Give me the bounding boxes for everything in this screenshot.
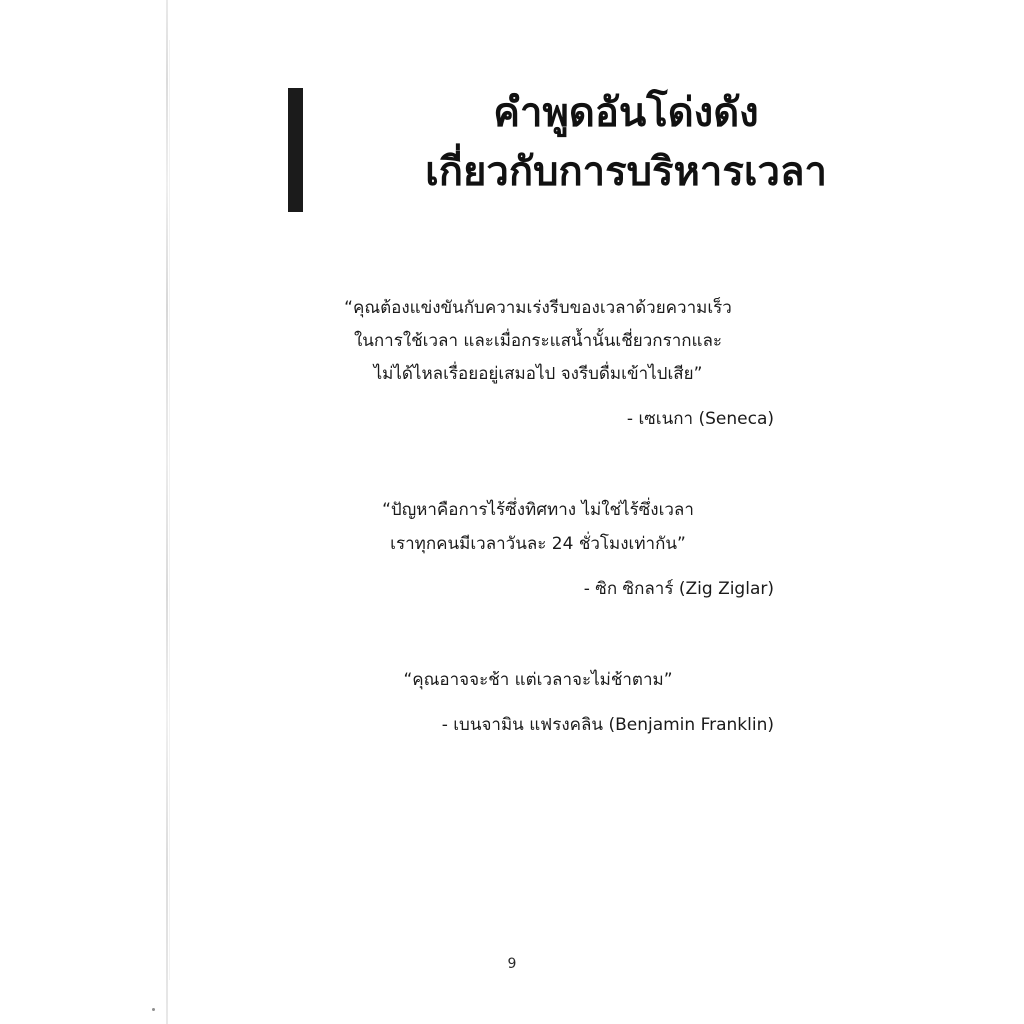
quote-item (288, 494, 788, 601)
quote-text (288, 292, 788, 391)
title-accent-bar (288, 88, 303, 212)
quote-attribution: - เซเนกา (Seneca) (626, 409, 774, 430)
quote-line: “ปัญหาคือการไร้ซึ่งทิศทาง ไม่ใช่ไร้ซึ่งเวลา (382, 500, 694, 521)
quote-item (288, 664, 788, 738)
quote-line: “คุณอาจจะช้า แต่เวลาจะไม่ช้าตาม” (403, 669, 673, 690)
quote-line: “คุณต้องแข่งขันกับความเร่งรีบของเวลาด้วยความเร็ว (344, 298, 732, 318)
quote-text (288, 664, 788, 697)
page-title (324, 84, 928, 202)
quote-line: ไม่ได้ไหลเรื่อยอยู่เสมอไป จงรีบดื่มเข้าไปเสีย” (373, 364, 703, 385)
quote-line: ในการใช้เวลา และเมื่อกระแสน้ำนั้นเชี่ยวกรากและ (353, 331, 723, 352)
page-spine-shadow-secondary (169, 40, 170, 980)
page-title-block (288, 88, 928, 218)
quote-attribution: - เบนจามิน แฟรงคลิน (Benjamin Franklin) (441, 714, 774, 735)
page-spine-shadow (166, 0, 168, 1024)
page-title-line-2: เกี่ยวกับการบริหารเวลา (425, 149, 827, 196)
page-title-line-1: คำพูดอันโด่งดัง (493, 90, 759, 136)
quote-line: เราทุกคนมีเวลาวันละ 24 ชั่วโมงเท่ากัน” (390, 533, 686, 554)
page-corner-mark (152, 1008, 155, 1011)
quote-attribution: - ซิก ซิกลาร์ (Zig Ziglar) (583, 578, 774, 599)
page-number: 9 (507, 956, 517, 972)
quote-item (288, 292, 788, 432)
quotes-list (288, 292, 788, 796)
quote-text (288, 494, 788, 560)
